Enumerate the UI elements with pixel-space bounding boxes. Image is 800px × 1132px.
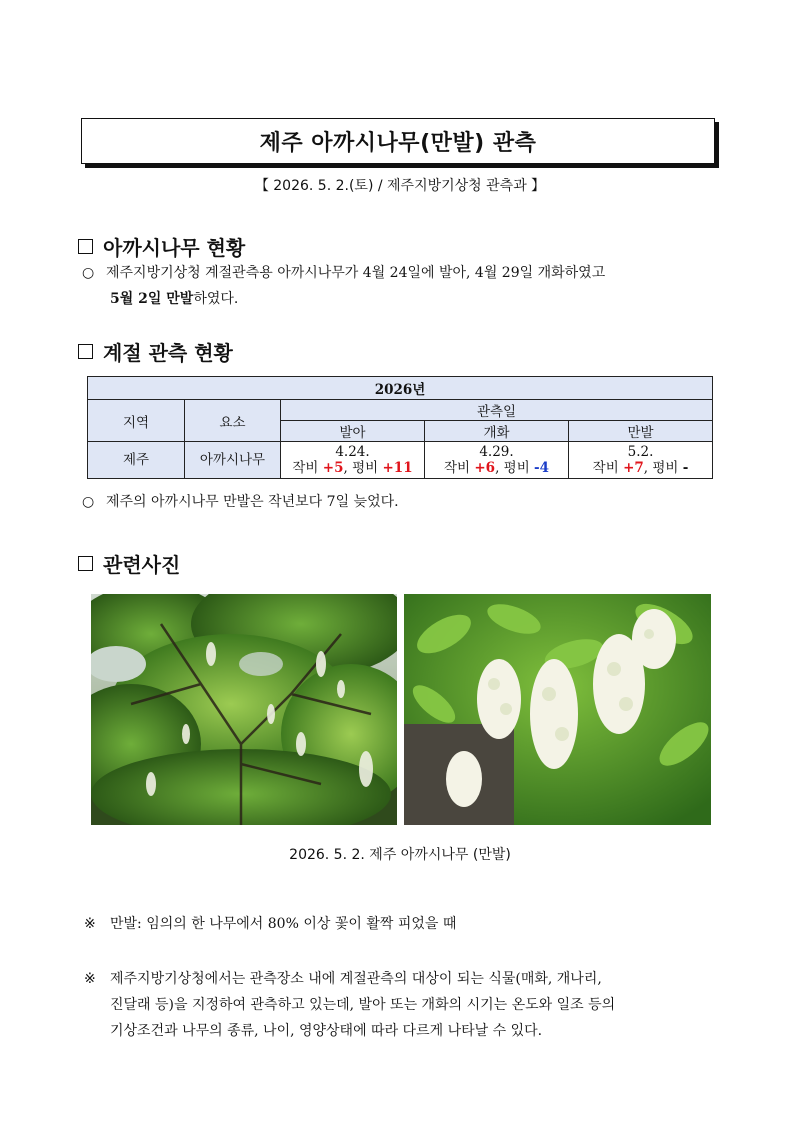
- reference-mark-icon: ※: [84, 971, 96, 987]
- page-title-text: 제주 아까시나무(만발) 관측: [259, 130, 537, 156]
- normal-label: 평비: [652, 460, 679, 476]
- acacia-tree-photo: [91, 594, 397, 825]
- sprout-date: 4.24.: [335, 444, 370, 460]
- circle-bullet-icon: ○: [82, 494, 95, 510]
- section-heading-text: 관련사진: [103, 553, 181, 577]
- bloom-date: 4.29.: [479, 444, 514, 460]
- table-cell-region: 제주: [88, 442, 185, 479]
- table-cell-sprout: [281, 442, 425, 479]
- normal-label: 평비: [503, 460, 530, 476]
- section-heading-status: [78, 232, 245, 261]
- prev-year-label: 작비: [443, 460, 471, 476]
- table-header-sprout: 발아: [281, 421, 425, 442]
- acacia-flower-photo: [404, 594, 711, 825]
- checkbox-square-icon: [78, 239, 93, 254]
- circle-bullet-icon: ○: [82, 265, 95, 281]
- comparison-note: [82, 489, 732, 515]
- photo-caption: 2026. 5. 2. 제주 아까시나무 (만발): [289, 847, 511, 863]
- normal-label: 평비: [352, 460, 379, 476]
- full-normal-diff: -: [682, 460, 689, 476]
- table-header-bloom: 개화: [425, 421, 569, 442]
- table-cell-bloom: [425, 442, 569, 479]
- sprout-prev-diff: +5: [322, 460, 344, 476]
- table-header-obs-date: 관측일: [281, 400, 713, 421]
- footnote-line-3: 기상조건과 나무의 종류, 나이, 영양상태에 따라 다르게 나타날 수 있다.: [110, 1023, 543, 1039]
- bloom-normal-diff: -4: [534, 460, 550, 476]
- checkbox-square-icon: [78, 556, 93, 571]
- status-line-2-rest: 하였다.: [193, 291, 239, 307]
- status-line-1: 제주지방기상청 계절관측용 아까시나무가 4월 24일에 발아, 4월 29일 개화하였고: [106, 265, 606, 281]
- bloom-prev-diff: +6: [474, 460, 496, 476]
- sprout-normal-diff: +11: [382, 460, 413, 476]
- acacia-flower-photo-image: [404, 594, 711, 825]
- table-cell-element: 아까시나무: [185, 442, 281, 479]
- table-row: [88, 442, 713, 479]
- checkbox-square-icon: [78, 344, 93, 359]
- table-cell-full-bloom: [569, 442, 713, 479]
- prev-year-label: 작비: [292, 460, 319, 476]
- table-year-header: 2026년: [88, 377, 713, 400]
- section-heading-photos: [78, 549, 180, 578]
- status-paragraph: [82, 260, 732, 312]
- acacia-tree-photo-image: [91, 594, 397, 825]
- table-header-region: 지역: [88, 400, 185, 442]
- status-line-2-bold: 5월 2일 만발: [110, 291, 194, 307]
- table-header-element: 요소: [185, 400, 281, 442]
- table-header-full-bloom: 만발: [569, 421, 713, 442]
- footnote-line-2: 진달래 등)을 지정하여 관측하고 있는데, 발아 또는 개화의 시기는 온도와 일조 등의: [110, 997, 616, 1013]
- section-heading-observation: [78, 337, 233, 366]
- footnote-definition: [84, 911, 734, 937]
- page-title: [81, 118, 715, 164]
- separator: ,: [343, 460, 348, 476]
- prev-year-label: 작비: [592, 460, 619, 476]
- separator: ,: [495, 460, 500, 476]
- full-prev-diff: +7: [623, 460, 644, 476]
- section-heading-text: 아까시나무 현황: [103, 236, 246, 260]
- full-bloom-date: 5.2.: [627, 444, 654, 460]
- observation-table: [87, 376, 713, 479]
- reference-mark-icon: ※: [84, 916, 96, 932]
- footnote-explanation: [84, 966, 734, 1044]
- comparison-note-text: 제주의 아까시나무 만발은 작년보다 7일 늦었다.: [106, 494, 399, 510]
- report-subtitle: 【 2026. 5. 2.(토) / 제주지방기상청 관측과 】: [254, 178, 546, 194]
- footnote-definition-text: 만발: 임의의 한 나무에서 80% 이상 꽃이 활짝 피었을 때: [110, 916, 457, 932]
- footnote-line-1: 제주지방기상청에서는 관측장소 내에 계절관측의 대상이 되는 식물(매화, 개나리,: [110, 971, 602, 987]
- section-heading-text: 계절 관측 현황: [103, 341, 233, 365]
- separator: ,: [643, 460, 649, 476]
